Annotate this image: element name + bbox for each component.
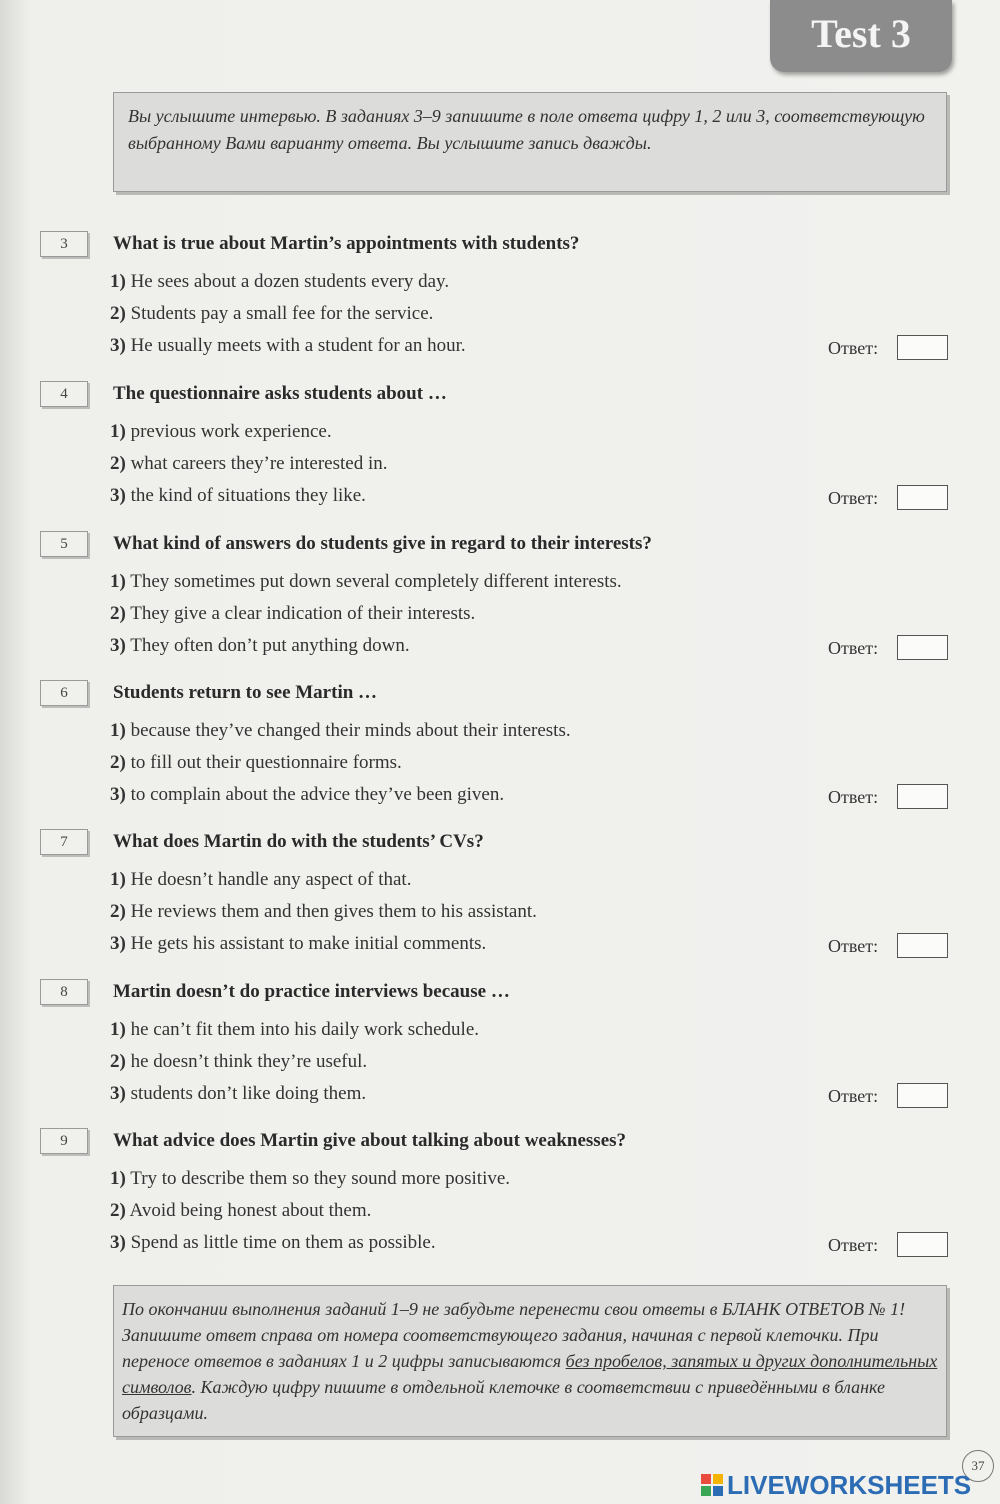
bottom-note-text: По окончании выполнения заданий 1–9 не забудьте перенести свои ответы в БЛАНК ОТВЕТОВ № 1! Запишите ответ справа от номера соответствующего задания, начиная с первой клеточки. При переносе ответов в заданиях 1 и 2 цифры записываются: [122, 1299, 906, 1371]
option-number: 2): [110, 303, 126, 324]
option-number: 1): [110, 720, 126, 741]
question-text: What is true about Martin’s appointments with students?: [113, 233, 580, 254]
option-number: 1): [110, 1019, 126, 1040]
liveworksheets-logo: [700, 1470, 996, 1500]
option-number: 2): [110, 603, 126, 624]
option-text: because they’ve changed their minds about their interests.: [130, 720, 571, 741]
option-text: to complain about the advice they’ve been given.: [130, 784, 505, 805]
answer-option-2: [110, 1198, 371, 1224]
answer-option-1: [110, 1017, 479, 1043]
answer-option-3: [110, 483, 366, 509]
option-number: 1): [110, 869, 126, 890]
question-number: 9: [40, 1128, 88, 1154]
answer-input-box[interactable]: [897, 1083, 948, 1108]
page-number: 37: [962, 1450, 994, 1482]
question-number: 6: [40, 680, 88, 706]
option-text: They give a clear indication of their interests.: [130, 603, 476, 624]
option-number: 3): [110, 1232, 126, 1253]
question-number: 5: [40, 531, 88, 557]
answer-option-1: [110, 867, 411, 893]
answer-label: Ответ:: [828, 1235, 879, 1255]
option-text: to fill out their questionnaire forms.: [130, 752, 402, 773]
answer-option-2: [110, 601, 475, 627]
option-number: 3): [110, 335, 126, 356]
answer-option-2: [110, 451, 387, 477]
question-text: Martin doesn’t do practice interviews because …: [113, 981, 510, 1002]
option-text: Students pay a small fee for the service.: [130, 303, 434, 324]
question-4: [0, 381, 1000, 521]
question-text: What advice does Martin give about talking about weaknesses?: [113, 1130, 627, 1151]
answer-option-3: [110, 931, 486, 957]
answer-option-2: [110, 750, 402, 776]
option-text: He gets his assistant to make initial comments.: [130, 933, 487, 954]
answer-label: Ответ:: [828, 936, 879, 956]
option-text: He reviews them and then gives them to his assistant.: [130, 901, 537, 922]
question-8: [0, 979, 1000, 1119]
option-number: 2): [110, 752, 126, 773]
answer-option-3: [110, 1230, 436, 1256]
question-5: [0, 531, 1000, 671]
option-text: Avoid being honest about them.: [129, 1200, 372, 1221]
answer-input-box[interactable]: [897, 485, 948, 510]
option-text: He doesn’t handle any aspect of that.: [130, 869, 412, 890]
answer-input-box[interactable]: [897, 635, 948, 660]
answer-option-1: [110, 569, 622, 595]
option-number: 1): [110, 421, 126, 442]
question-number: 8: [40, 979, 88, 1005]
option-text: Try to describe them so they sound more positive.: [130, 1168, 511, 1189]
option-text: the kind of situations they like.: [130, 485, 366, 506]
question-text: What kind of answers do students give in regard to their interests?: [113, 533, 652, 554]
question-number: 7: [40, 829, 88, 855]
option-text: he can’t fit them into his daily work schedule.: [130, 1019, 480, 1040]
option-number: 3): [110, 933, 126, 954]
option-text: previous work experience.: [130, 421, 332, 442]
question-number: 4: [40, 381, 88, 407]
answer-option-3: [110, 333, 466, 359]
answer-input-box[interactable]: [897, 784, 948, 809]
option-text: he doesn’t think they’re useful.: [130, 1051, 368, 1072]
answer-option-3: [110, 782, 504, 808]
question-text: Students return to see Martin …: [113, 682, 378, 703]
option-text: Spend as little time on them as possible.: [130, 1232, 436, 1253]
bottom-note-underlined: без пробелов, запятых и других дополнительных символов: [122, 1351, 938, 1397]
question-6: [0, 680, 1000, 820]
answer-label: Ответ:: [828, 1086, 879, 1106]
answer-option-3: [110, 1081, 366, 1107]
option-text: what careers they’re interested in.: [130, 453, 388, 474]
question-7: [0, 829, 1000, 969]
option-text: He usually meets with a student for an hour.: [130, 335, 466, 356]
option-number: 1): [110, 1168, 126, 1189]
option-number: 2): [110, 1051, 126, 1072]
answer-input-box[interactable]: [897, 335, 948, 360]
bottom-note-text-end: . Каждую цифру пишите в отдельной клеточке в соответствии с приведёнными в бланке образцами.: [122, 1377, 885, 1423]
option-number: 2): [110, 901, 126, 922]
answer-option-1: [110, 269, 449, 295]
question-text: What does Martin do with the students’ CVs?: [113, 831, 484, 852]
test-tab: Test 3: [770, 0, 952, 72]
question-number: 3: [40, 231, 88, 257]
answer-option-2: [110, 899, 537, 925]
option-number: 3): [110, 1083, 126, 1104]
answer-input-box[interactable]: [897, 933, 948, 958]
option-number: 3): [110, 635, 126, 656]
answer-input-box[interactable]: [897, 1232, 948, 1257]
bottom-note: [113, 1285, 947, 1437]
option-number: 2): [110, 453, 126, 474]
logo-text: LIVEWORKSHEETS: [727, 1470, 972, 1500]
option-text: They sometimes put down several completely different interests.: [130, 571, 622, 592]
option-number: 2): [110, 1200, 126, 1221]
option-number: 3): [110, 485, 126, 506]
answer-option-2: [110, 301, 433, 327]
question-9: [0, 1128, 1000, 1268]
answer-label: Ответ:: [828, 787, 879, 807]
option-text: They often don’t put anything down.: [130, 635, 410, 656]
answer-option-2: [110, 1049, 367, 1075]
option-text: He sees about a dozen students every day.: [130, 271, 450, 292]
option-number: 1): [110, 571, 126, 592]
answer-label: Ответ:: [828, 488, 879, 508]
question-3: [0, 231, 1000, 371]
instruction-box: Вы услышите интервью. В заданиях 3–9 запишите в поле ответа цифру 1, 2 или 3, соответствующую выбранному Вами варианту ответа. Вы услышите запись дважды.: [113, 92, 947, 192]
answer-option-1: [110, 718, 571, 744]
answer-option-1: [110, 1166, 510, 1192]
answer-option-3: [110, 633, 410, 659]
liveworksheets-logo-icon: [700, 1473, 724, 1497]
question-text: The questionnaire asks students about …: [113, 383, 447, 404]
option-text: students don’t like doing them.: [130, 1083, 367, 1104]
option-number: 3): [110, 784, 126, 805]
option-number: 1): [110, 271, 126, 292]
answer-label: Ответ:: [828, 638, 879, 658]
answer-label: Ответ:: [828, 338, 879, 358]
answer-option-1: [110, 419, 332, 445]
